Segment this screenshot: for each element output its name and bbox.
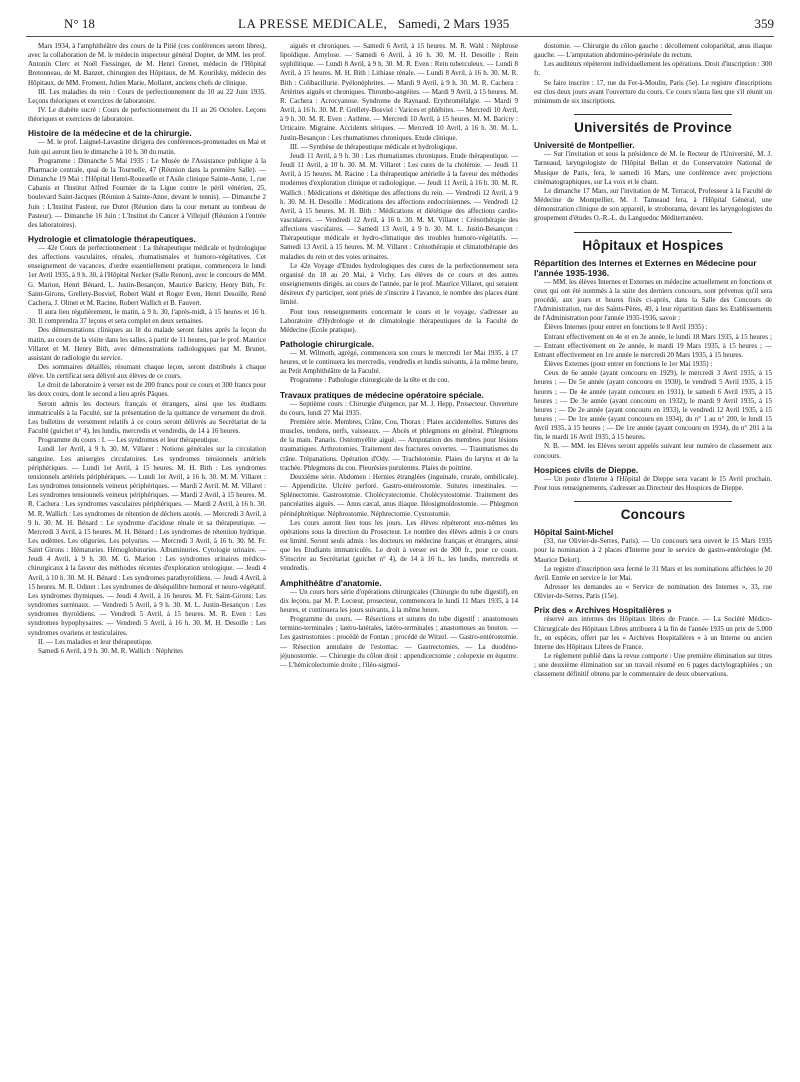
subheading: Travaux pratiques de médecine opératoire spéciale. (280, 389, 484, 400)
section-divider (574, 114, 732, 115)
subheading: Hospices civils de Dieppe. (534, 464, 639, 475)
subheading: Amphithéâtre d'anatomie. (280, 577, 382, 588)
issue-date: Samedi, 2 Mars 1935 (398, 16, 510, 31)
paragraph: N. B. — MM. les Elèves seront appelés suivant leur numéro de classement aux concours. (534, 442, 772, 460)
paragraph: — MM. les élèves Internes et Externes en médecine actuellement en fonctions et ceux qui ont été nommés à la suite des derniers concours, sont prévenus qu'il sera procédé, aux jours et heures fixés ci-après, dans la Salle des Concours de l'Administration, rue des Saints-Pères, 49, à leur répartition dans les Etablissements de l'Administration pour l'année 1935-1936, savoir : (534, 277, 772, 323)
paragraph: Ceux de 6e année (ayant concouru en 1929), le mercredi 3 Avril 1935, à 15 heures ; — De 5e année (ayant concouru en 1930), le vendredi 5 Avril 1935, à 15 heures ; — De 4e année (ayant concouru en 1931), le samedi 6 Avril 1935, à 15 heures ; — De 3e année (ayant concouru en 1932), le mardi 9 Avril 1935, à 15 heures ; — De 2e année (ayant concouru en 1933), le vendredi 12 Avril 1935, à 15 heures ; — De 1re année (ayant concouru en 1934), du n° 1 au n° 200, le lundi 15 Avril 1935, à 15 heures ; — De 1re année (ayant concouru en 1934), du n° 201 à la fin, le mardi 16 Avril 1935, à 15 heures. (534, 369, 772, 442)
column-middle (280, 42, 518, 1072)
page-header (26, 10, 774, 37)
section-title-concours: Concours (620, 507, 686, 523)
subheading: Répartition des Internes et Externes en Médecine pour l'année 1935-1936. (534, 257, 757, 278)
paragraph: Des démonstrations cliniques au lit du malade seront faites après la leçon du matin, au cours de la visite dans les salles, à partir de 11 heures, par le prof. Maurice Villaret et M. Henry Bith, avec démonstrations radiologiques par M. Brunet, assistant de radiologie du service. (28, 326, 266, 362)
paragraph: Le droit de laboratoire à verser est de 200 francs pour ce cours et 300 francs pour les deux cours, dont le second a lieu après Pâques. (28, 381, 266, 399)
page-number: 359 (754, 16, 774, 31)
paragraph: Programme du cours. — Résections et sutures du tube digestif : anastomoses termino-terminales ; latéro-latérales, latéro-terminales ; anastomoses au bouton. — Les gastrostomies : procédé de Fontan ; procédé de Witzel. — Gastro-entérostomie. — Résection annulaire de l'estomac. — Gastrectomies. — La duodéno-jéjunostomie. — Chirurgie du côlon droit : appendicectomie ; colopexie en équerre. — L'hémicolectomie droite ; l'iléo-sigmoï- (280, 615, 518, 669)
paragraph: Des sommaires détaillés, résumant chaque leçon, seront distribués à chaque élève. Un certificat sera délivré aux élèves de ce cours. (28, 363, 266, 381)
paragraph: Se faire inscrire : 17, rue du Fer-à-Moulin, Paris (5e). Le registre d'inscriptions est clos deux jours avant l'ouverture du cours. Ce cours n'aura lieu que s'il réunit un minimum de six inscriptions. (534, 78, 772, 105)
paragraph: Les auditeurs répèteront individuellement les opérations. Droit d'inscription : 300 fr. (534, 60, 772, 78)
section-divider (574, 501, 732, 502)
paragraph: Les cours auront lieu tous les jours. Les élèves répèteront eux-mêmes les opérations sous la direction du Prosecteur. Le nombre des élèves admis à ce cours est limité. Seront seuls admis : les docteurs en médecine français et étrangers, ainsi que les Etudiants immatriculés. Le droit à verser est de 300 fr., pour ce cours. S'inscrire au Secrétariat (guichet n° 4), de 14 à 16 h., les lundis, mercredis et vendredis. (280, 518, 518, 573)
subheading: Histoire de la médecine et de la chirurgie. (28, 128, 192, 139)
paragraph: Jeudi 11 Avril, à 9 h. 30 : Les rhumatismes chroniques. Etude thérapeutique. — Jeudi 11 Avril, à 10 h. 30. M. M. Villaret : Les cures de la cholémie. — Jeudi 11 Avril, à 15 heures. M. Racine : La thérapeutique artérielle à la faveur des méthodes modernes d'exploration clinique et radiologique. — Jeudi 11 Avril, à 16 h. 30. M. R. Wallich : Médications et diététique des affections du rein. — Vendredi 12 Avril, à 9 h. 30. M. H. Desoille : Médications des affections endocriniennes. — Vendredi 12 Avril, à 15 heures. M. H. Bith : Médications et diététique des affections cardio-vasculaires. — Vendredi 12 Avril, à 16 h. 30. M. M. Villaret : Crénothérapie des affections vasculaires. — Samedi 13 Avril, à 9 h. 30. M. L. Justin-Besançon : Thérapeutique médicale et hydro-climatique des troubles humoro-végétatifs. — Samedi 13 Avril, à 15 heures. M. M. Villaret : Crénothérapie et climatothérapie des maladies du rein et des voies urinaires. (280, 151, 518, 261)
paragraph: Samedi 6 Avril, à 9 h. 30. M. R. Wallich : Néphrites (38, 646, 183, 655)
subheading: Hôpital Saint-Michel (534, 527, 614, 538)
paragraph: III. Les maladies du rein : Cours de perfectionnement du 10 au 22 Juin 1935. Leçons théoriques et exercices de laboratoire. (28, 87, 266, 105)
paragraph: Le dimanche 17 Mars, sur l'invitation de M. Terracol, Professeur à la Faculté de Médecine de Montpellier, M. J. Tarneaud fera, à l'Hôpital Général, une démonstration clinique de son appareil, le stroborama, devant les laryngologistes du groupement d'études O.-R.-L. du Languedoc Méditerranéen. (534, 186, 772, 223)
paragraph: — M. Wilmoth, agrégé, commencera son cours le mercredi 1er Mai 1935, à 17 heures, et le continuera les mercredis, vendredis et lundis suivants, à la même heure, au Petit Amphithéâtre de la Faculté. (280, 349, 518, 376)
paragraph: — Septième cours : Chirurgie d'urgence, par M. J. Hepp, Prosecteur. Ouverture du cours, lundi 27 Mai 1935. (280, 399, 518, 417)
paragraph: Programme : Dimanche 5 Mai 1935 : Le Musée de l'Assistance publique à la Pharmacie centrale, quai de la Tournelle, 47 (Réunion dans la première Salle). — Dimanche 19 Mai : l'Hôpital Henri-Rousselle et l'Asile clinique Sainte-Anne, 1, rue Cabanis et l'Institut Alfred Fournier de la Ligue contre le péril vénérien, 25, boulevard Saint-Jacques (Réunion à Sainte-Anne, devant le tennis). — Dimanche 2 Juin : L'Institut Pasteur, rue Dutot (Réunion dans la cour menant au tombeau de Pasteur). — Dimanche 16 Juin : L'Institut du Cancer à Villejuif (Réunion à l'entrée des laboratoires). (28, 156, 266, 229)
journal-title: LA PRESSE MEDICALE, (238, 16, 388, 31)
paragraph: dostomie. — Chirurgie du côlon gauche : décollement colopariétal, anus iliaque gauche. — L'amputation abdomino-périnéale du rectum. (534, 42, 772, 60)
paragraph: Seront admis les docteurs français et étrangers, ainsi que les étudiants immatriculés à la Faculté, sur la présentation de la quittance de versement du droit. Les bulletins de versement relatifs à ce cours seront délivrés au Secrétariat de la Faculté (guichet n° 4), les lundis, mercredis et vendredis, de 14 à 16 heures. (28, 399, 266, 436)
section-title-hopitaux: Hôpitaux et Hospices (582, 237, 724, 253)
paragraph: II. — Les maladies et leur thérapeutique. (38, 637, 153, 646)
paragraph: (33, rue Olivier-de-Serres, Paris). — Un concours sera ouvert le 15 Mars 1935 pour la nomination à 2 places d'Interne pour le service de gastro-entérologie (M. Maurice Delort). (534, 537, 772, 564)
paragraph: Entrant effectivement en 4e et en 3e année, le lundi 18 Mars 1935, à 15 heures ; — Entrant effectivement en 2e année, le mardi 19 Mars 1935, à 15 heures ; — Entrant effectivement en 1re année le mercredi 20 Mars 1935, à 15 heures. (534, 332, 772, 359)
paragraph: réservé aux internes des Hôpitaux libres de France. — La Société Médico-Chirurgicale des Hôpitaux Libres attribuera à la fin de l'année 1935 un prix de 5.000 fr., en espèces, offert par les « Archives Hospitalières » à un Interne ou ancien Interne des Hôpitaux Libres de France. (534, 615, 772, 651)
paragraph: — 42e Cours de perfectionnement : La thérapeutique médicale et hydrologique des affections vasculaires, rénales, rhumatismales et humoro-végétatives. Cet enseignement de vacances, d'ordre essentiellement pratique, commencera le lundi 1er Avril 1935, à 9 h. 30, à l'Hôpital Necker (Salle Renon), avec le concours de MM. G. Marion, Henri Bénard, L. Justin-Besançon, Maurice Baricty, Henry Bith, Fr. Saint-Girons, Grellety-Bosviel, Robert Wahl et Roger Even, Henri Desoille, René Cachera, J. Olinet et M. Racine, Robert Wallich et B. Fauvert. (28, 243, 266, 307)
column-right-continuation (534, 42, 772, 106)
paragraph: Programme du cours : I. — Les syndromes et leur thérapeutique. (38, 436, 220, 445)
paragraph: Le règlement publié dans la revue comporte : Une première élimination sur titres ; une deuxième élimination sur un travail résumé en 6 pages dactylographiées ; un classement définitif obtenu par le commentaire de deux observations. (534, 651, 772, 679)
paragraph: Le 42e Voyage d'Etudes hydrologiques des cures de la perfectionnement sera organisé du 18 au 20 Mai, à Vichy. Les élèves de ce cours et des autres enseignements dirigés, au cours de l'année, par le prof. Maurice Villaret, qui seraient désireux d'y participer, sont priés de s'inscrire à l'avance, le nombre des places étant limité. (280, 261, 518, 307)
paragraph: Il aura lieu régulièrement, le matin, à 9 h. 30, l'après-midi, à 15 heures et 16 h. 30. Il comprendra 37 leçons et sera complet en deux semaines. (28, 308, 266, 326)
section-hopitaux (534, 258, 772, 493)
column-left (28, 42, 266, 1072)
section-title-province: Universités de Province (574, 120, 732, 136)
paragraph: Programme : Pathologie chirurgicale de la tête et du cou. (290, 376, 450, 385)
paragraph: Adresser les demandes au « Service de nomination des Internes », 33, rue Olivier-de-Serres, Paris (15e). (534, 583, 772, 601)
paragraph: Le registre d'inscription sera fermé le 31 Mars et les nominations affichées le 20 Avril. Entrée en service le 1er Mai. (534, 564, 772, 582)
paragraph: Lundi 1er Avril, à 9 h. 30. M. Villaret : Notions générales sur la circulation sanguine. Les anisergies circulatoires. Les syndromes tensionnels artériels périphériques. — Lundi 1er Avril, à 15 heures. M. H. Bith : Les syndromes tensionnels artériels périphériques. — Lundi 1er Avril, à 16 h. 30. M. M. Villaret : Les syndromes tensionnels veineux périphériques. — Mardi 2 Avril. M. M. Villaret : Les syndromes tensionnels veineux périphériques. — Mardi 2 Avril, à 15 heures. M. R. Cachera : Les syndromes vasculaires périphériques. — Mardi 2 Avril, à 16 h. 30. M. R. Wallich : Les syndromes de rétention de déchets azotés. — Mercredi 3 Avril, à 9 h. 30. M. H. Bénard : Le syndrome d'acidose rénale et sa thérapeutique. — Mercredi 3 Avril, à 15 heures. M. H. Bénard : Les syndromes de rétention hydrique. Les œdèmes. Les oliguries. Les polyuries. — Mercredi 3 Avril, à 16 h. 30. M. Fr. Saint Girons : Hématuries. Hémoglobinuries. Albuminuries. Cytologie urinaire. — Jeudi 4 Avril, à 9 h. 30. M. G. Marion : Les syndromes urinaires médico-chirurgicaux à la faveur des méthodes récentes d'exploration urologique. — Jeudi 4 Avril, à 10 h. 30. M. H. Bénard : Les syndromes parathyroïdiens. — Jeudi 4 Avril, à 15 heures. M. R. Odinet : Les syndromes de déséquilibre humoral et neuro-végétatif. Les syndromes thymiques. — Jeudi 4 Avril, à 16 heures. M. Fr. Saint-Girons: Les syndromes surrénaux. — Vendredi 5 Avril, à 9 h. 30. M. L. Justin-Besançon : Les syndromes thyroïdiens. — Vendredi 5 Avril, à 15 heures. M. R. Even : Les syndromes hypophysaires. — Vendredi 5 Avril, à 16 h. 30. M. H. Desoille : Les syndromes ovariens et testiculaires. (28, 445, 266, 637)
subheading: Université de Montpellier. (534, 140, 635, 151)
section-divider (574, 232, 732, 233)
column-right (534, 42, 772, 1072)
paragraph: — M. le prof. Laignel-Lavastine dirigera des conférences-promenades en Mai et Juin qui auront lieu le dimanche à 10 h. 30 du matin. (28, 138, 266, 156)
issue-number: N° 18 (64, 16, 95, 31)
paragraph: IV. Le diabète sucré : Cours de perfectionnement du 11 au 26 Octobre. Leçons théoriques et exercices de laboratoire. (28, 106, 266, 124)
paragraph: Pour tous renseignements concernant le cours et le voyage, s'adresser au Laboratoire d'Hydrologie et de climatologie thérapeutiques de la Faculté de Médecine (Ecole pratique). (280, 307, 518, 334)
paragraph: Élèves Externes (pour entrer en fonctions le 1er Mai 1935) : (544, 360, 713, 369)
paragraph: Mars 1934, à l'amphithéâtre des cours de la Pitié (ces conférences seront libres), avec la collaboration de M. le médecin inspecteur général Dopter, de MM. les prof. Antonin Clerc et Noël Fiessinger, de M. Henri Grenet, médecin de l'Hôpital Bretonneau, de M. Banzet, chirurgien des Hôpitaux, de M. Kourilsky, médecin des Hôpitaux, de MM. Froment, Julien Marie, Mollaret, anciens chefs de clinique. (28, 42, 266, 87)
paragraph: Élèves Internes (pour entrer en fonctions le 8 Avril 1935) : (544, 323, 708, 332)
subheading: Prix des « Archives Hospitalières » (534, 605, 672, 616)
subheading: Hydrologie et climatologie thérapeutiques. (28, 233, 196, 244)
paragraph: — Sur l'invitation et sous la présidence de M. le Recteur de l'Université, M. J. Tarneaud, laryngologiste de l'Hôpital Bellan et du Conservatoire National de Musique de Paris, fera, le samedi 16 Mars, une conférence avec projections cinématographiques, sur La voix et le chant. (534, 150, 772, 186)
paragraph: — Un cours hors série d'opérations chirurgicales (Chirurgie du tube digestif), en dix leçons, par M. P. Lecœur, prosecteur, commencera le lundi 11 Mars 1935, à 14 heures, et continuera les jours suivants, à la même heure. (280, 587, 518, 614)
paragraph: III. — Synthèse de thérapeutique médicale et hydrologique. (290, 142, 458, 151)
section-province (534, 140, 772, 223)
paragraph: Première série. Membres, Crâne, Cou, Thorax : Plaies accidentelles. Sutures des muscles, tendons, nerfs, vaisseaux. — Abcès et phlegmons en général. Phlegmons de la main. Panaris. Ostéomyélite aiguë. — Amputation des membres pour lésions traumatiques. Arthrotomies. Traitement des fractures ouvertes. — Traumatismes du crâne. Trépanations. Opération d'Ody. — Trachéotomie. Plaies du larynx et de la trachée. Phlegmons du cou. Pleurésies purulentes. Plaies de poitrine. (280, 417, 518, 472)
paragraph: Deuxième série. Abdomen : Hernies étranglées (inguinale, crurale, ombilicale). — Appendicite. Ulcère perforé. Gastro-entérostomie. Sutures intestinales. — Splénectomie. Gastrostomie. Cholécystectomie. Cholécystostomie. Traitement des pancréatites aiguës. — Anus cæcal, anus iliaque. Iléosigmoïdostomie. — Phlegmon périnéphrétique. Néphrostomie. Néphrectomie. Cystostomie. (280, 472, 518, 518)
section-concours (534, 527, 772, 679)
paragraph: — Un poste d'Interne à l'Hôpital de Dieppe sera vacant le 15 Avril prochain. Pour tous renseignements, s'adresser au Directeur des Hospices de Dieppe. (534, 474, 772, 492)
paragraph: aiguës et chroniques. — Samedi 6 Avril, à 15 heures. M. R. Wahl : Néphrose lipoïdique. Amylose. — Samedi 6 Avril, à 16 h. 30. M. H. Desoille : Rein syphilitique. — Lundi 8 Avril, à 9 h. 30. M. R. Even : Rein tuberculeux. — Lundi 8 Avril, à 15 heures. M. H. Bith : Lithiase rénale. — Lundi 8 Avril, à 16 h. 30. M. R. Bith : Colibacillurie. Pyélonéphrites. — Mardi 9 Avril, à 9 h. 30. M. R. Cachera : Artérites aiguës et chroniques. Thrombo-angéites. — Mardi 9 Avril, à 15 heures. M. R. Cachera : Acrocyanose. Syndrome de Raynaud. Erythromélalgie. — Mardi 9 Avril, à 16 h. 30. M. P. Grellety-Bosviel : Varices et phlébites. — Mercredi 10 Avril, à 9 h. 30. M. R. Even : Asthme. — Mercredi 10 Avril, à 15 heures. M. M. Baricty : Urticaire. Migraine. Accidents sériques. — Mercredi 10 Avril, à 16 h. 30. M. L. Justin-Besançon : Les rhumatismes chroniques. Etude clinique. (280, 42, 518, 142)
subheading: Pathologie chirurgicale. (280, 339, 375, 349)
